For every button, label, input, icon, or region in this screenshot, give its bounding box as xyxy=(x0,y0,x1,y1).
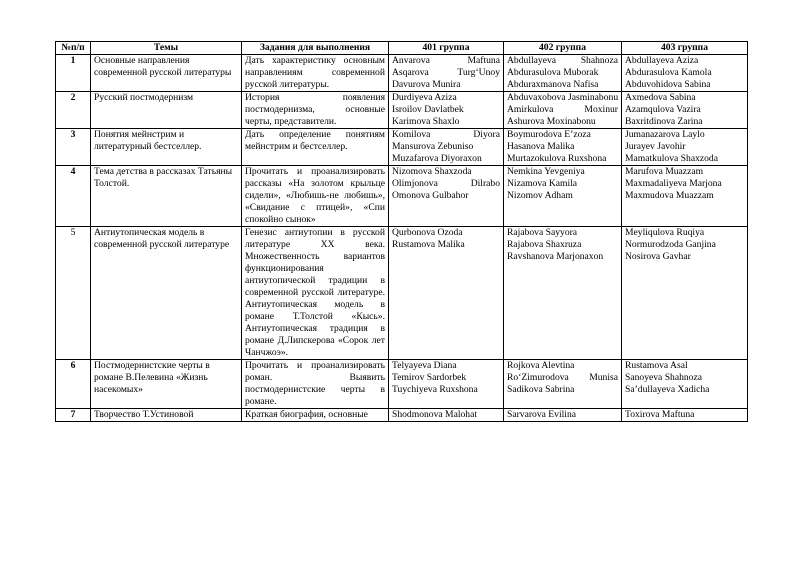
student-name: Rajabova Sayyora xyxy=(507,227,578,238)
topic-cell: Основные направления современной русской литературы xyxy=(91,55,242,92)
student-name: Toxirova Maftuna xyxy=(625,409,695,420)
student-name: Olimjonova Dilrabo xyxy=(392,178,500,189)
header-group-401: 401 группа xyxy=(389,42,504,55)
student-name: Abduvohidova Sabina xyxy=(625,79,711,90)
row-number: 2 xyxy=(56,92,91,129)
student-name: Anvarova Maftuna xyxy=(392,55,500,66)
row-number: 5 xyxy=(56,227,91,360)
student-name: Mansurova Zebuniso xyxy=(392,141,474,152)
task-cell: Краткая биография, основные xyxy=(242,409,389,422)
table-row xyxy=(56,409,748,422)
table-row xyxy=(56,129,748,166)
group-402-cell xyxy=(504,409,622,422)
student-name: Ro‘Zimurodova Munisa xyxy=(507,372,618,383)
group-401-cell xyxy=(389,92,504,129)
student-name: Sadikova Sabrina xyxy=(507,384,575,395)
student-name: Nizomov Adham xyxy=(507,190,573,201)
table-row xyxy=(56,166,748,227)
assignment-table xyxy=(55,41,748,422)
topic-cell: Тема детства в рассказах Татьяны Толстой. xyxy=(91,166,242,227)
student-name: Normurodzoda Ganjina xyxy=(625,239,716,250)
group-403-cell xyxy=(622,227,748,360)
header-group-402: 402 группа xyxy=(504,42,622,55)
student-name: Meyliqulova Ruqiya xyxy=(625,227,705,238)
table-row xyxy=(56,55,748,92)
student-name: Isroilov Davlatbek xyxy=(392,104,464,115)
student-name: Rustamova Malika xyxy=(392,239,465,250)
student-name: Rajabova Shaxruza xyxy=(507,239,582,250)
group-403-cell xyxy=(622,166,748,227)
group-401-cell xyxy=(389,360,504,409)
group-403-cell xyxy=(622,360,748,409)
student-name: Nizomova Shaxzoda xyxy=(392,166,472,177)
student-name: Baxritdinova Zarina xyxy=(625,116,703,127)
header-group-403: 403 группа xyxy=(622,42,748,55)
student-name: Maxmadaliyeva Marjona xyxy=(625,178,722,189)
student-name: Abdurasulova Kamola xyxy=(625,67,712,78)
row-number: 3 xyxy=(56,129,91,166)
student-name: Mamatkulova Shaxzoda xyxy=(625,153,718,164)
group-403-cell xyxy=(622,129,748,166)
table-row xyxy=(56,227,748,360)
student-name: Rustamova Asal xyxy=(625,360,688,371)
student-name: Omonova Gulbahor xyxy=(392,190,469,201)
student-name: Amirkulova Moxinur xyxy=(507,104,618,115)
student-name: Sa’dullayeva Xadicha xyxy=(625,384,710,395)
row-number: 1 xyxy=(56,55,91,92)
student-name: Azamqulova Vazira xyxy=(625,104,701,115)
student-name: Durdiyeva Aziza xyxy=(392,92,457,103)
row-number: 4 xyxy=(56,166,91,227)
student-name: Maxmudova Muazzam xyxy=(625,190,714,201)
student-name: Shodmonova Malohat xyxy=(392,409,478,420)
topic-cell: Антиутопическая модель в современной русской литературе xyxy=(91,227,242,360)
row-number: 7 xyxy=(56,409,91,422)
group-402-cell xyxy=(504,55,622,92)
student-name: Sarvarova Evilina xyxy=(507,409,576,420)
student-name: Abduvaxobova Jasminabonu xyxy=(507,92,618,103)
table-header-row xyxy=(56,42,748,55)
group-401-cell xyxy=(389,409,504,422)
student-name: Nizamova Kamila xyxy=(507,178,578,189)
student-name: Axmedova Sabina xyxy=(625,92,696,103)
student-name: Muzafarova Diyoraxon xyxy=(392,153,482,164)
student-name: Davurova Munira xyxy=(392,79,461,90)
group-402-cell xyxy=(504,166,622,227)
student-name: Abdullayeva Shahnoza xyxy=(507,55,618,66)
student-name: Jurayev Javohir xyxy=(625,141,686,152)
student-name: Telyayeva Diana xyxy=(392,360,457,371)
header-number: №п/п xyxy=(56,42,91,55)
student-name: Marufova Muazzam xyxy=(625,166,704,177)
student-name: Asqarova Turg‘Unoy xyxy=(392,67,500,78)
student-name: Ravshanova Marjonaxon xyxy=(507,251,604,262)
table-row xyxy=(56,360,748,409)
student-name: Boymurodova E’zoza xyxy=(507,129,591,140)
student-name: Sanoyeva Shahnoza xyxy=(625,372,702,383)
student-name: Nemkina Yevgeniya xyxy=(507,166,585,177)
task-cell: Дать характеристику основным направлениям современной русской литературы. xyxy=(242,55,389,92)
student-name: Tuychiyeva Ruxshona xyxy=(392,384,478,395)
student-name: Abduraxmanova Nafisa xyxy=(507,79,599,90)
group-401-cell xyxy=(389,227,504,360)
topic-cell: Понятия мейнстрим и литературный бестселлер. xyxy=(91,129,242,166)
table-row xyxy=(56,92,748,129)
topic-cell: Русский постмодернизм xyxy=(91,92,242,129)
student-name: Karimova Shaxlo xyxy=(392,116,460,127)
task-cell: Прочитать и проанализировать рассказы «На золотом крыльце сидели», «Любишь-не любишь», «Свидание с птицей», «Спи спокойно сынок» xyxy=(242,166,389,227)
group-401-cell xyxy=(389,55,504,92)
header-topic: Темы xyxy=(91,42,242,55)
student-name: Murtazokulova Ruxshona xyxy=(507,153,607,164)
task-cell: Прочитать и проанализировать роман. Выявить постмодернистские черты в романе. xyxy=(242,360,389,409)
group-401-cell xyxy=(389,129,504,166)
group-402-cell xyxy=(504,360,622,409)
group-403-cell xyxy=(622,55,748,92)
group-403-cell xyxy=(622,92,748,129)
student-name: Komilova Diyora xyxy=(392,129,500,140)
topic-cell: Постмодернистские черты в романе В.Пелевина «Жизнь насекомых» xyxy=(91,360,242,409)
task-cell: История появления постмодернизма, основные черты, представители. xyxy=(242,92,389,129)
group-401-cell xyxy=(389,166,504,227)
topic-cell: Творчество Т.Устиновой xyxy=(91,409,242,422)
group-402-cell xyxy=(504,129,622,166)
student-name: Jumanazarova Laylo xyxy=(625,129,705,140)
task-cell: Генезис антиутопии в русской литературе XX века. Множественность вариантов функционирования антиутопической традиции в современной русской литературе. Антиутопическая модель в романе Т.Толстой «Кысь». Антиутопическая традиция в романе Д.Липскерова «Сорок лет Чанчжоэ». xyxy=(242,227,389,360)
group-402-cell xyxy=(504,92,622,129)
student-name: Rojkova Alevtina xyxy=(507,360,575,371)
group-403-cell xyxy=(622,409,748,422)
student-name: Abdurasulova Muborak xyxy=(507,67,599,78)
task-cell: Дать определение понятиям мейнстрим и бестселлер. xyxy=(242,129,389,166)
header-task: Задания для выполнения xyxy=(242,42,389,55)
student-name: Qurbonova Ozoda xyxy=(392,227,463,238)
row-number: 6 xyxy=(56,360,91,409)
student-name: Temirov Sardorbek xyxy=(392,372,467,383)
student-name: Nosirova Gavhar xyxy=(625,251,691,262)
student-name: Hasanova Malika xyxy=(507,141,575,152)
student-name: Abdullayeva Aziza xyxy=(625,55,699,66)
group-402-cell xyxy=(504,227,622,360)
student-name: Ashurova Moxinabonu xyxy=(507,116,596,127)
